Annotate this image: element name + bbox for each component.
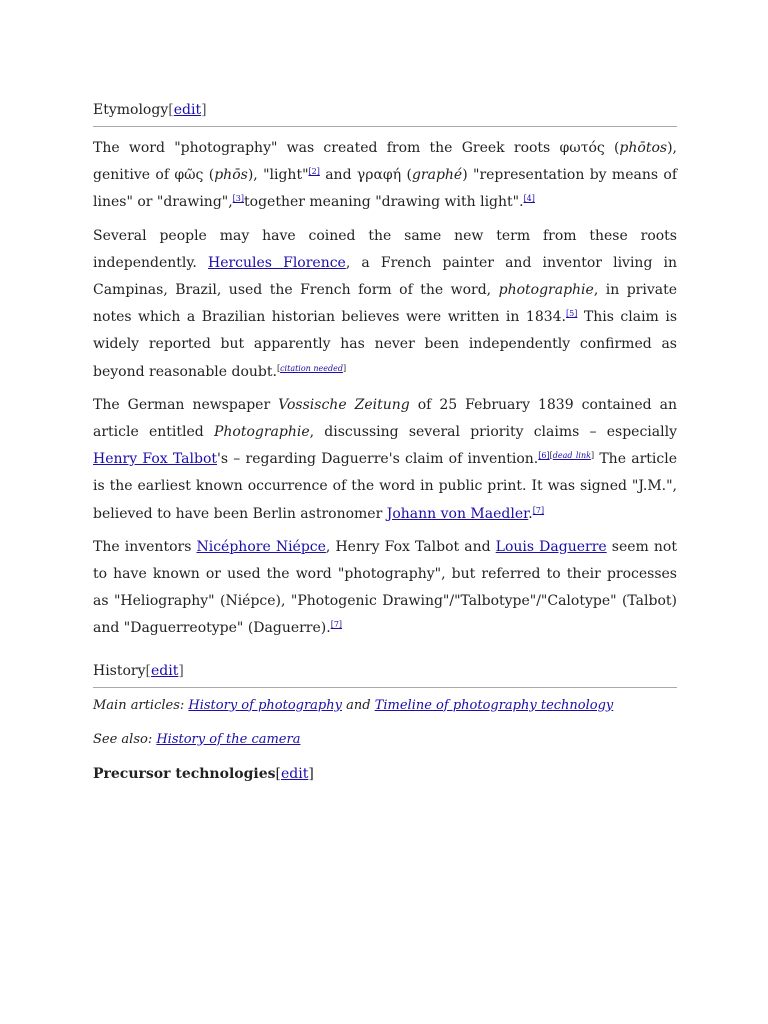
article-content: [93, 100, 677, 784]
history-heading: History[edit]: [93, 661, 677, 688]
main-articles-hatnote: Main articles: History of photography and Timeline of photography technology: [93, 697, 614, 713]
history-heading-text: History: [93, 662, 146, 679]
precursor-technologies-heading: Precursor technologies[edit]: [93, 765, 314, 782]
history-of-photography-link[interactable]: History of photography: [188, 697, 342, 713]
etymology-heading-text: Etymology: [93, 102, 169, 118]
louis-daguerre-link[interactable]: Louis Daguerre: [495, 538, 607, 555]
history-edit-link[interactable]: edit: [151, 662, 179, 679]
etymology-paragraph-2: Several people may have coined the same new term from these roots independently. Hercules Florence, a French painter and inventor living in Campinas, Brazil, used the French form of the word, photographie, in private notes which a Brazilian historian believes were written in 1834.[5] This claim is widely reported but apparently has never been independently confirmed as beyond reasonable doubt.[citation needed]: [93, 227, 678, 380]
reference-2-link[interactable]: [2]: [308, 167, 320, 177]
etymology-paragraph-3: The German newspaper Vossische Zeitung of 25 February 1839 contained an article entitled Photographie, discussing several priority claims – especially Henry Fox Talbot's – regarding Daguerre's claim of invention.[6][dead link] The article is the earliest known occurrence of the word in public print. It was signed "J.M.", believed to have been Berlin astronomer Johann von Maedler.[7]: [93, 396, 677, 522]
reference-6-link[interactable]: [6]: [538, 451, 550, 461]
reference-4-link[interactable]: [4]: [523, 194, 535, 204]
reference-7-link[interactable]: [7]: [532, 505, 545, 515]
reference-5-link[interactable]: [5]: [566, 309, 578, 319]
history-of-the-camera-link[interactable]: History of the camera: [156, 731, 301, 747]
etymology-paragraph-1: The word "photography" was created from the Greek roots φωτός (phōtos), genitive of φῶς (phōs), "light"[2] and γραφή (graphé) "representation by means of lines" or "drawing",[3]together meaning "drawing with light".[4]: [93, 140, 677, 211]
johann-von-maedler-link[interactable]: Johann von Maedler: [386, 505, 529, 522]
hercules-florence-link[interactable]: Hercules Florence: [208, 254, 346, 271]
nicephore-niepce-link[interactable]: Nicéphore Niépce: [196, 538, 326, 555]
precursor-edit-link[interactable]: edit: [280, 765, 309, 782]
etymology-edit-link[interactable]: edit: [173, 102, 202, 118]
etymology-paragraph-4: The inventors Nicéphore Niépce, Henry Fox Talbot and Louis Daguerre seem not to have known or used the word "photography", but referred to their processes as "Heliography" (Niépce), "Photogenic Drawing"/"Talbotype"/"Calotype" (Talbot) and "Daguerreotype" (Daguerre).[7]: [93, 538, 677, 637]
dead-link-link[interactable]: dead link: [552, 451, 591, 461]
reference-3-link[interactable]: [3]: [232, 194, 245, 204]
citation-needed-link[interactable]: citation needed: [280, 363, 343, 373]
etymology-heading: Etymology[edit]: [93, 100, 677, 127]
see-also-hatnote: See also: History of the camera: [93, 731, 301, 747]
reference-7-link[interactable]: [7]: [330, 620, 343, 630]
henry-fox-talbot-link[interactable]: Henry Fox Talbot: [93, 451, 217, 468]
timeline-of-photography-technology-link[interactable]: Timeline of photography technology: [374, 697, 614, 713]
